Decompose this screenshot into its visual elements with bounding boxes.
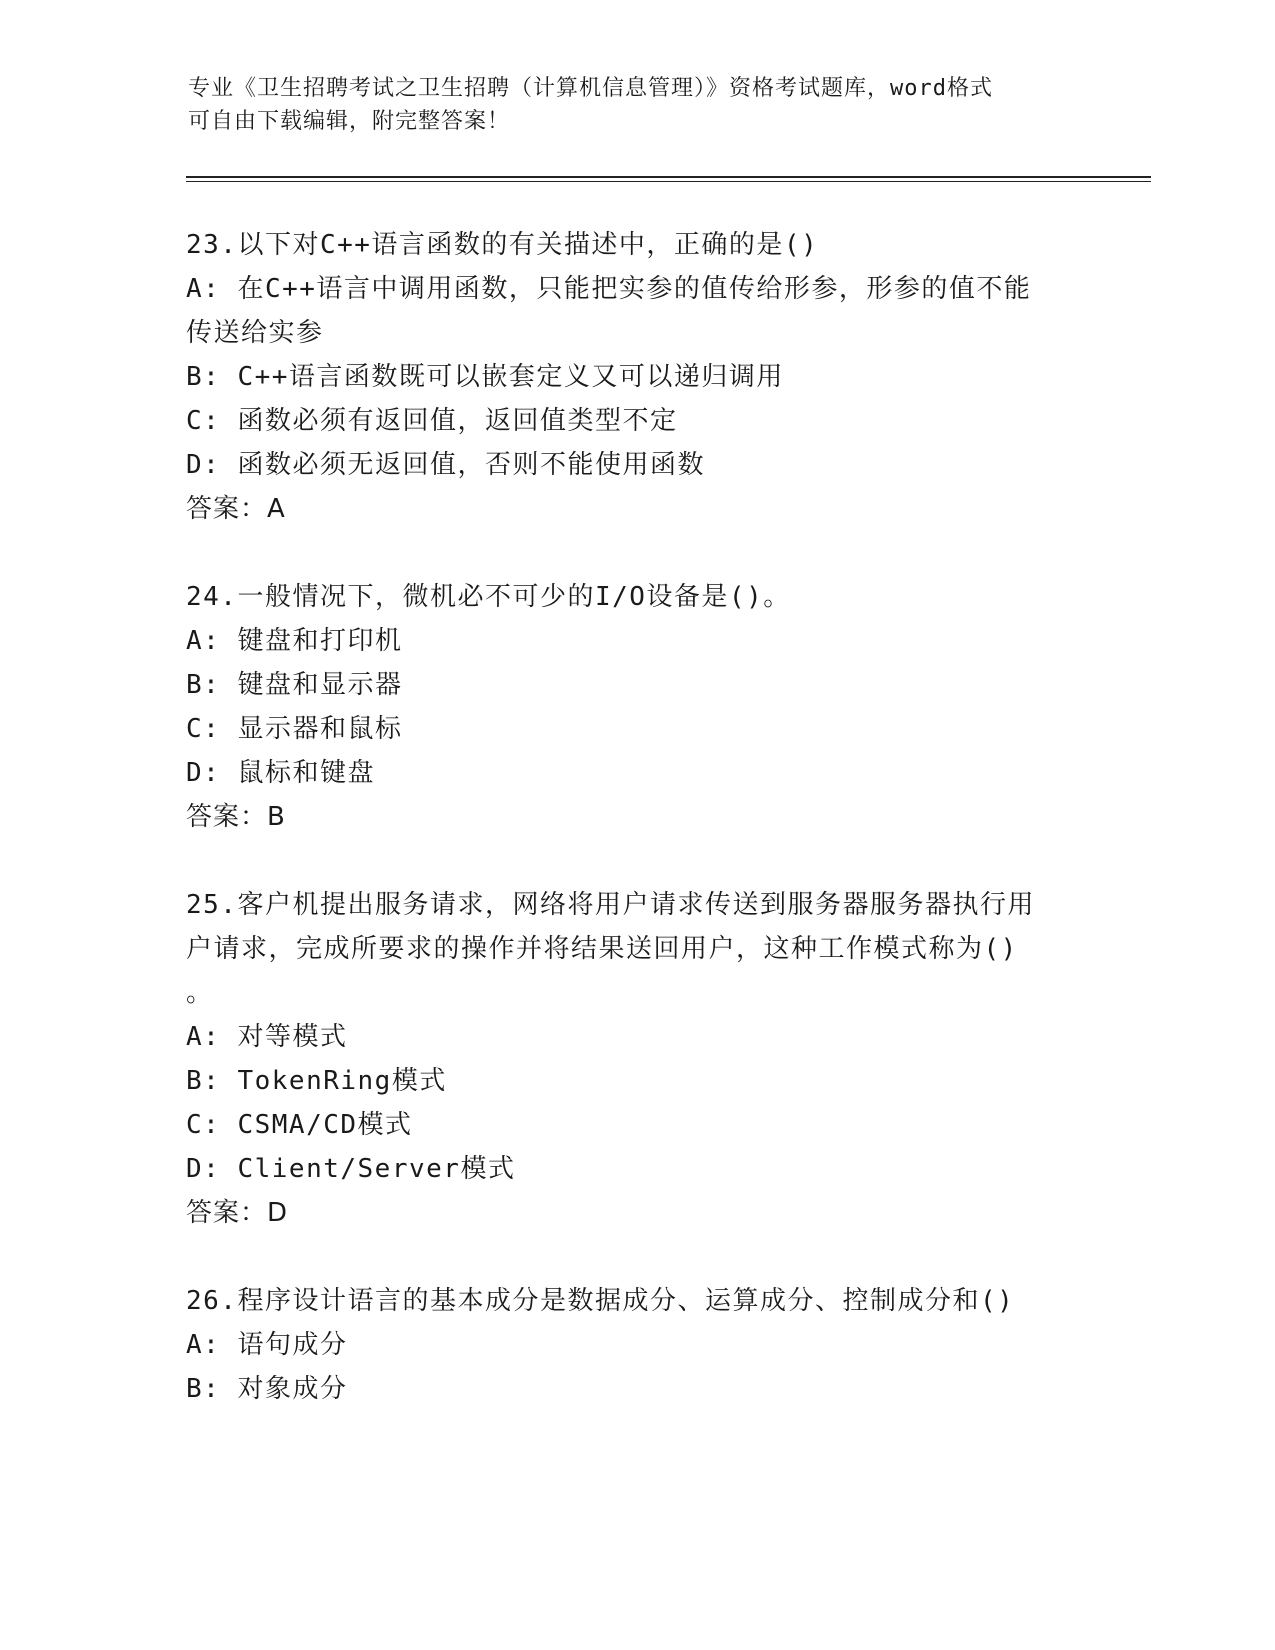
option-a: A: 语句成分 bbox=[186, 1330, 348, 1360]
option-b: B: 键盘和显示器 bbox=[186, 670, 403, 700]
option-d: D: 鼠标和键盘 bbox=[186, 758, 375, 788]
header-divider-thin bbox=[186, 181, 1151, 182]
option-b: B: 对象成分 bbox=[186, 1374, 348, 1404]
option-c: C: 显示器和鼠标 bbox=[186, 714, 403, 744]
option-c: C: 函数必须有返回值，返回值类型不定 bbox=[186, 406, 678, 436]
question-stem-continued: 。 bbox=[186, 978, 214, 1008]
header-divider-thick bbox=[186, 176, 1151, 178]
option-a: A: 在C++语言中调用函数，只能把实参的值传给形参，形参的值不能 bbox=[186, 274, 1032, 304]
header-line-2: 可自由下载编辑，附完整答案！ bbox=[188, 109, 511, 134]
option-a: A: 对等模式 bbox=[186, 1022, 348, 1052]
answer-label: 答案：B bbox=[186, 802, 286, 832]
option-a: A: 键盘和打印机 bbox=[186, 626, 403, 656]
question-stem: 24.一般情况下，微机必不可少的I/O设备是()。 bbox=[186, 582, 791, 612]
option-d: D: Client/Server模式 bbox=[186, 1154, 516, 1184]
question-stem-continued: 户请求，完成所要求的操作并将结果送回用户，这种工作模式称为() bbox=[186, 934, 1018, 964]
option-d: D: 函数必须无返回值，否则不能使用函数 bbox=[186, 450, 705, 480]
option-b: B: C++语言函数既可以嵌套定义又可以递归调用 bbox=[186, 362, 784, 392]
answer-label: 答案：D bbox=[186, 1198, 289, 1228]
option-a-continued: 传送给实参 bbox=[186, 318, 324, 348]
question-stem: 23.以下对C++语言函数的有关描述中，正确的是() bbox=[186, 230, 819, 260]
question-stem: 26.程序设计语言的基本成分是数据成分、运算成分、控制成分和() bbox=[186, 1286, 1015, 1316]
header-line-1: 专业《卫生招聘考试之卫生招聘（计算机信息管理）》资格考试题库，word格式 bbox=[188, 76, 993, 101]
option-c: C: CSMA/CD模式 bbox=[186, 1110, 413, 1140]
question-stem: 25.客户机提出服务请求，网络将用户请求传送到服务器服务器执行用 bbox=[186, 890, 1035, 920]
option-b: B: TokenRing模式 bbox=[186, 1066, 447, 1096]
answer-label: 答案：A bbox=[186, 494, 286, 524]
document-header bbox=[188, 72, 1068, 138]
